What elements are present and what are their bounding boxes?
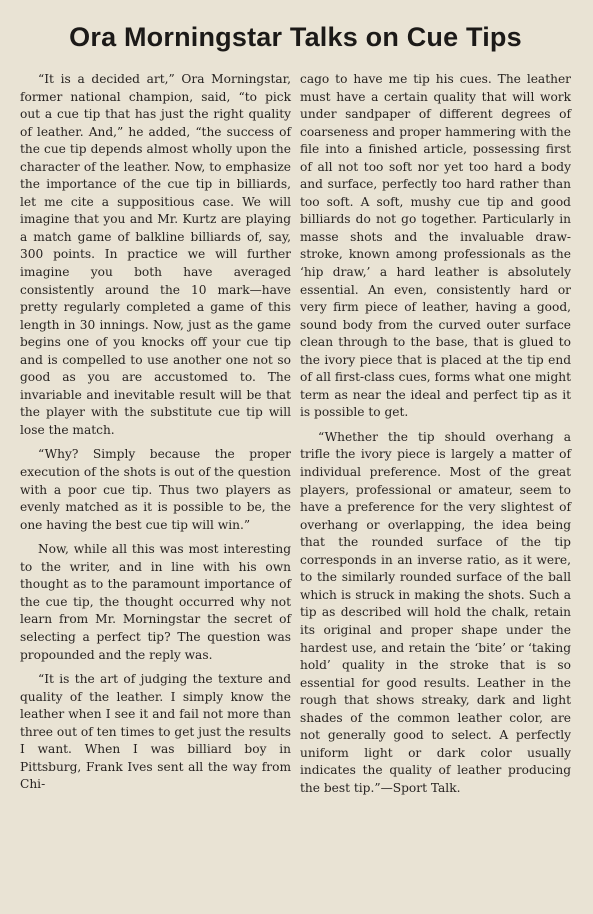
left-column [20,71,291,804]
paragraph: “Why? Simply because the proper execution of the shots is out of the question with a poor cue tip. Thus two players as evenly matched as it is possible to be, the one having the best cue tip will win.” [20,447,291,532]
paragraph: “Whether the tip should overhang a trifle the ivory piece is largely a matter of individual preference. Most of the great players, professional or amateur, seem to have a preference for the very slightest of overhang or overlapping, the idea being that the rounded surface of the tip corresponds in an inverse ratio, as it were, to the similarly rounded surface of the ball which is struck in making the shots. Such a tip as described will hold the chalk, retain its original and proper shape under the hardest use, and retain the ‘bite’ or ‘taking hold’ quality in the stroke that is so essential for good results. Leather in the rough that shows streaky, dark and light shades of the common leather color, are not generally good to select. A perfectly uniform light or dark color usually indicates the quality of leather producing the best tip.”—Sport Talk. [300,429,571,795]
paragraph: Now, while all this was most interesting to the writer, and in line with his own thought as to the paramount importance of the cue tip, the thought occurred why not learn from Mr. Morningstar the secret of selecting a perfect tip? The question was propounded and the reply was. [20,542,291,662]
article-columns [20,71,571,804]
paragraph: cago to have me tip his cues. The leather must have a certain quality that will work under sandpaper of different degrees of coarseness and proper hammering with the file into a finished article, possessing first of all not too soft nor yet too hard a body and surface, perfectly too hard rather than too soft. A soft, mushy cue tip and good billiards do not go together. Particularly in masse shots and the invaluable draw-stroke, known among professionals as the ‘hip draw,’ a hard leather is absolutely essential. An even, consistently hard or very firm piece of leather, having a good, sound body from the curved outer surface clean through to the base, that is glued to the ivory piece that is placed at the tip end of all first-class cues, forms what one might term as near the ideal and perfect tip as it is possible to get. [300,72,571,420]
paragraph: “It is the art of judging the texture and quality of the leather. I simply know the leather when I see it and fail not more than three out of ten times to get just the results I want. When I was billiard boy in Pittsburg, Frank Ives sent all the way from Chi- [20,672,291,792]
article-title: Ora Morningstar Talks on Cue Tips [69,22,522,52]
right-column [300,71,571,804]
paragraph: “It is a decided art,” Ora Morningstar, former national champion, said, “to pick out a cue tip that has just the right quality of leather. And,” he added, “the success of the cue tip depends almost wholly upon the character of the leather. Now, to emphasize the importance of the cue tip in billiards, let me cite a suppositious case. We will imagine that you and Mr. Kurtz are playing a match game of balkline billiards of, say, 300 points. In practice we will further imagine you both have averaged consistently around the 10 mark—have pretty regularly completed a game of this length in 30 innings. Now, just as the game begins one of you knocks off your cue tip and is compelled to use another one not so good as you are accustomed to. The invariable and inevitable result will be that the player with the substitute cue tip will lose the match. [20,72,291,437]
